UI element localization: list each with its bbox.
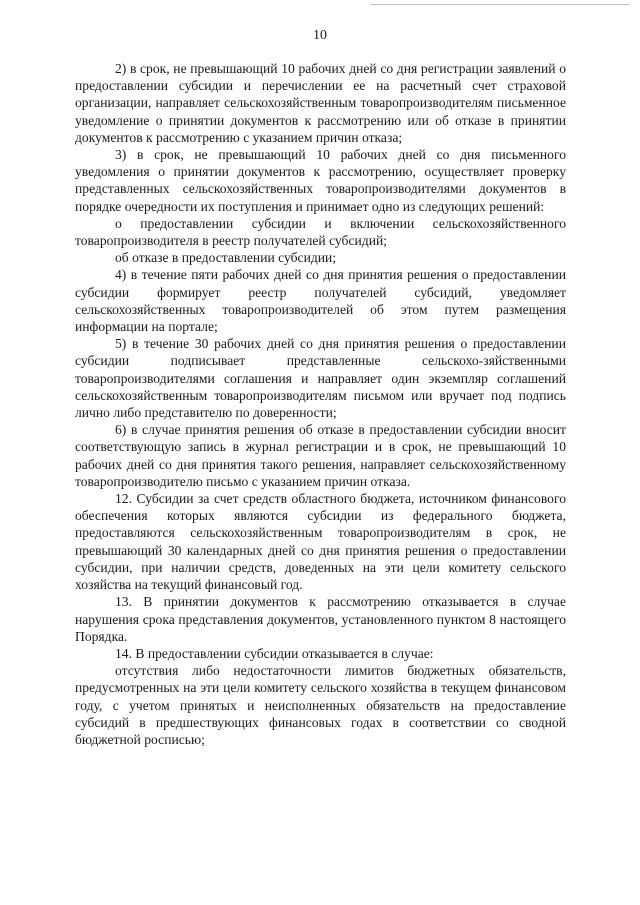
page-number: 10 xyxy=(313,28,327,43)
paragraph-item-6: 6) в случае принятия решения об отказе в предоставлении субсидии вносит соответствующую запись в журнал регистрации и в срок, не превышающий 10 рабочих дней со дня принятия такого решения, направляет сельскохозяйственному товаропроизводителю письмо с указанием причин отказа. xyxy=(75,422,566,489)
top-edge-line xyxy=(370,4,630,5)
paragraph-item-5: 5) в течение 30 рабочих дней со дня принятия решения о предоставлении субсидии подписывает представленные сельскохо-зяйственными товаропроизводителями соглашения и направляет один экземпляр соглашений сельскохозяйственным товаропроизводителям письмом или вручает под подпись лично либо представителю по доверенности; xyxy=(75,336,566,421)
paragraph-item-4: 4) в течение пяти рабочих дней со дня принятия решения о предоставлении субсидии формирует реестр получателей субсидий, уведомляет сельскохозяйственных товаропроизводителей об этом путем размещения информации на портале; xyxy=(75,267,566,335)
paragraph-item-3: 3) в срок, не превышающий 10 рабочих дней со дня письменного уведомления о принятии документов к рассмотрению, осуществляет проверку представленных сельскохозяйственных товаропроизводителями документов в порядке очередности их поступления и принимает одно из следующих решений: xyxy=(75,147,566,214)
paragraph-clause-14-reason: отсутствия либо недостаточности лимитов бюджетных обязательств, предусмотренных на эти цели комитету сельского хозяйства в текущем финансовом году, с учетом принятых и неисполненных обязательств на предоставление субсидий в предшествующих финансовых годах в соответствии со сводной бюджетной росписью; xyxy=(75,663,566,747)
paragraph-clause-12: 12. Субсидии за счет средств областного бюджета, источником финансового обеспечения которых являются субсидии из федерального бюджета, предоставляются сельскохозяйственным товаропроизводителям в срок, не превышающий 30 календарных дней со дня принятия решения о предоставлении субсидии, при наличии средств, доведенных на эти цели комитету сельского хозяйства на текущий финансовый год. xyxy=(75,491,566,593)
paragraph-decision-refusal: об отказе в предоставлении субсидии; xyxy=(115,250,337,266)
paragraph-clause-14: 14. В предоставлении субсидии отказывается в случае: xyxy=(115,645,434,661)
document-body xyxy=(75,60,566,748)
paragraph-decision-grant: о предоставлении субсидии и включении сельскохозяйственного товаропроизводителя в реестр получателей субсидий; xyxy=(75,215,566,249)
paragraph-clause-13: 13. В принятии документов к рассмотрению отказывается в случае нарушения срока представления документов, установленного пунктом 8 настоящего Порядка. xyxy=(75,594,566,644)
paragraph-item-2: 2) в срок, не превышающий 10 рабочих дней со дня регистрации заявлений о предоставлении субсидии и перечислении ее на расчетный счет страховой организации, направляет сельскохозяйственным товаропроизводителям письменное уведомление о принятии документов к рассмотрению или об отказе в принятии документов к рассмотрению с указанием причин отказа; xyxy=(75,61,566,145)
